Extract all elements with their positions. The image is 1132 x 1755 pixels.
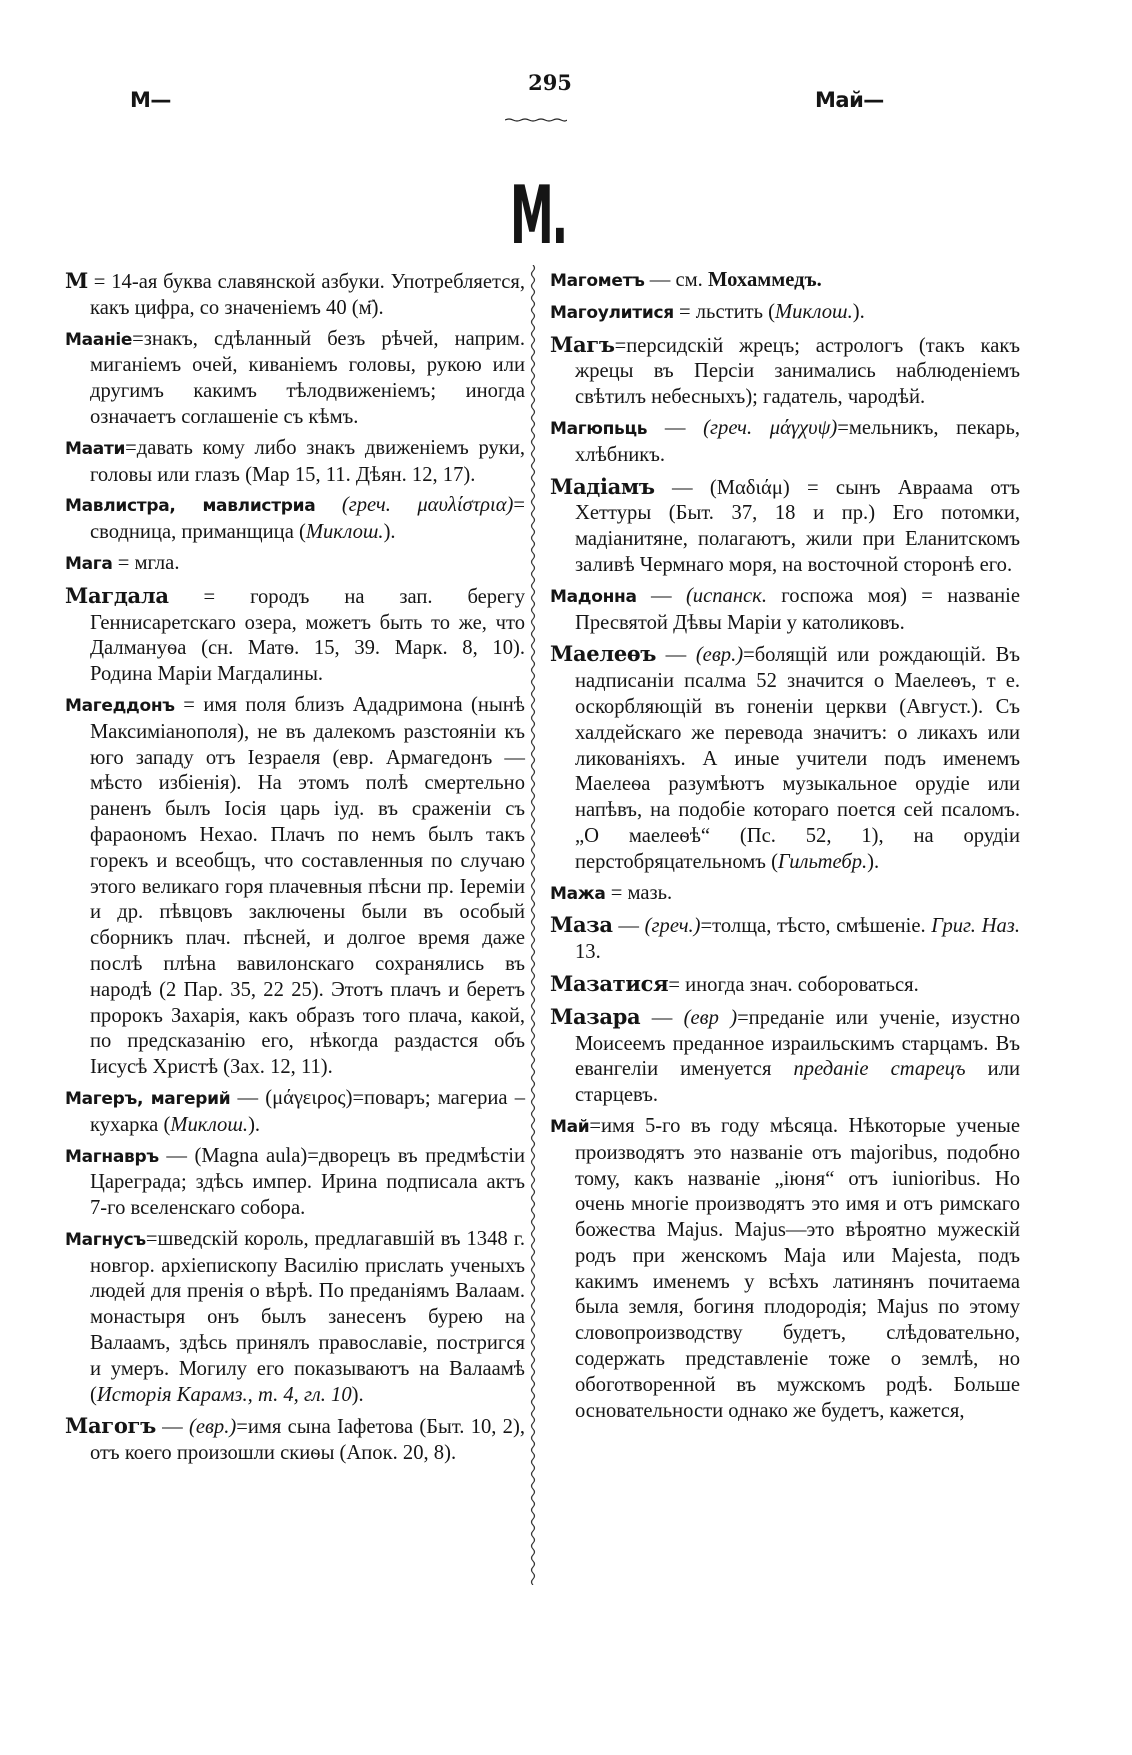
etymology-note: (греч. μάγχυψ) [703, 416, 838, 439]
source-citation: Гильтебр. [777, 850, 868, 873]
headword: Магогъ [65, 1413, 156, 1439]
page-number-ornament [505, 118, 567, 122]
definition-text: =болящiй или рождающiй. Въ надписанiи псалма 52 значится о Маелеѳъ, т е. оскорбляющiй въ гоненiи церкви (Август.). Съ халдейскаго же перевода значитъ: о ликахъ или ликованiяхъ. А иные учители подъ именемъ Маелеѳа разумѣютъ музыкальное орудiе или напѣвъ, на подобiе котораго поется сей псаломъ. „О маелеѳѣ“ (Пс. 52, 1), на орудiи перстобряцательномъ ( [575, 644, 1021, 873]
headword: Мага [65, 553, 113, 574]
separator: — [230, 1086, 266, 1109]
headword: Магдала [65, 582, 169, 608]
definition-text: иногда знач. собороваться. [685, 973, 919, 996]
dictionary-entry [550, 474, 1020, 579]
definition-text: городъ на зап. берегу Геннисаретскаго озера, можетъ быть то же, что Далмануѳа (сн. Матѳ. 15, 39. Марк. 8, 10). Родина Марiи Магдалины. [90, 585, 525, 686]
dictionary-entry [65, 551, 525, 578]
definition-tail: 13. [575, 941, 601, 964]
separator: — [636, 584, 686, 607]
definition-text: =преданiе или ученiе, изустно Моисеемъ преданное израильскимъ старцамъ. Въ евангелiи именуется [575, 1006, 1020, 1081]
separator: = [605, 881, 628, 904]
definition-text: госпожа моя) = названiе Пресвятой Дѣвы Марiи у католиковъ. [575, 584, 1021, 634]
cross-reference: Мохаммедъ. [707, 269, 822, 291]
headword: Мадонна [550, 586, 637, 607]
dictionary-entry [550, 416, 1020, 469]
dictionary-entry [65, 493, 525, 546]
dictionary-entry [550, 971, 1020, 999]
dictionary-entry [550, 912, 1020, 966]
definition-text: =толща, тѣсто, смѣшенiе. [700, 915, 932, 938]
separator: — [656, 644, 696, 667]
definition-tail: ). [351, 1383, 364, 1406]
headword: Магъ [550, 331, 615, 357]
headword: Магюпьць [550, 418, 648, 439]
headword: Магнавръ [65, 1146, 159, 1167]
headword: Магнусъ [65, 1229, 146, 1250]
dictionary-entry [65, 436, 525, 489]
dictionary-entry [65, 1086, 525, 1139]
definition-text: мгла. [134, 551, 180, 574]
dictionary-entry [550, 641, 1020, 875]
source-citation: Миклош. [775, 300, 853, 323]
headword: Магеръ, магерий [65, 1088, 231, 1109]
definition-text: имя 5-го въ году мѣсяца. Нѣкоторые ученые производятъ это названiе отъ majoribus, подобно тому, какъ названiе „iюня“ отъ iunioribus. Но очень многiе производятъ это имя и отъ римскаго божества Majus. Majus—это вѣроятно мужескiй родъ при женскомъ Maja или Majesta, подъ какимъ именемъ у всѣхъ латинянъ почитаема была земля, богиня плодородiя; Majus по этому словопроизводству будетъ, слѣдовательно, содержать представленiе тоже о землѣ, но обоготворенной въ мужскомъ родѣ. Больше основательности однако же будетъ, кажется, [575, 1114, 1020, 1422]
dictionary-entry [65, 693, 525, 1081]
headword: Маанiе [65, 329, 133, 350]
separator: = [132, 327, 144, 350]
headword: Магометъ [550, 271, 645, 291]
definition-text: давать кому либо знакъ движенiемъ руки, головы или глазъ (Мар 15, 11. Дѣян. 12, 17). [90, 436, 525, 486]
definition-text: льстить ( [695, 300, 776, 323]
separator: — [647, 416, 704, 439]
dictionary-entry [550, 332, 1020, 411]
separator: = [87, 271, 112, 293]
separator: = [589, 1114, 602, 1137]
separator [315, 494, 341, 516]
definition-text: имя поля близъ Ададримона (нынѣ Максимiанополя), не въ далекомъ разстоянiи къ юго западу отъ Iезраеля (евр. Армагедонъ — мѣсто избiенiя). На этомъ полѣ смертельно раненъ былъ Iосiя царь iуд. въ сраженiи съ фараономъ Нехао. Плачъ по немъ былъ такъ горекъ и всеобщъ, что составленныя по случаю этого великаго горя плачевныя пѣсни пр. Iеремiи и др. пѣвцовъ заключены были въ особый сборникъ плач. пѣсней, и долгое время даже послѣ плѣна вавилонскаго сохранялись въ народѣ (2 Пар. 35, 22 25). Этотъ плачъ и беретъ пророкъ Захарiя, какъ образъ того плача, какой, по предсказанiю его, нѣкогда раздастся объ Iисусѣ Христѣ (Зах. 12, 11). [90, 693, 525, 1079]
definition-tail: ). [852, 300, 865, 323]
page-number: 295 [528, 70, 572, 95]
definition-tail: или старцевъ. [575, 1058, 1020, 1107]
definition-text: =мельникъ, пекарь, хлѣбникъ. [575, 416, 1021, 466]
dictionary-entry [65, 268, 525, 322]
headword: Магоулитися [550, 302, 674, 323]
separator: = [145, 1227, 158, 1250]
dictionary-entry [550, 584, 1020, 637]
headword: Мавлистра, мавлистриа [65, 496, 316, 517]
dictionary-entry [550, 1114, 1020, 1425]
definition-text: см. [675, 269, 708, 291]
headword: Магеддонъ [65, 695, 175, 716]
headword: Мажа [550, 883, 606, 904]
separator: = [168, 585, 251, 608]
etymology-note: (греч.) [644, 915, 701, 938]
definition-text: персидскiй жрецъ; астрологъ (такъ какъ жрецы въ Персiи занимались наблюденiемъ свѣтилъ небесныхъ); гадатель, чародѣй. [575, 334, 1020, 409]
definition-text: (Magna aula)=дворецъ въ предмѣстiи Цареграда; здѣсь импер. Ирина подписала актъ 7-го вселенскаго собора. [90, 1144, 525, 1220]
dictionary-entry [65, 1413, 525, 1467]
separator: = [614, 334, 627, 357]
separator: — [640, 1006, 684, 1029]
separator: = [673, 300, 696, 323]
dictionary-entry [550, 881, 1020, 908]
separator: = [125, 436, 137, 459]
separator: = [668, 973, 686, 996]
source-citation: Григ. Наз. [931, 915, 1020, 938]
definition-text: = сводница, приманщица ( [90, 494, 525, 544]
headword: Маати [65, 438, 126, 459]
separator: — [612, 915, 645, 938]
headword: Маелеѳъ [550, 641, 657, 667]
headword: Май [550, 1116, 590, 1137]
headword: Мазатися [550, 970, 669, 996]
dictionary-entry [65, 583, 525, 688]
etymology-note: (греч. μαυλίστρια) [341, 494, 514, 517]
running-head-right: Май— [815, 88, 884, 112]
dictionary-entry [550, 268, 1020, 295]
definition-text: (Μαδιάμ) = сынъ Авраама отъ Хеттуры (Быт. 37, 18 и пр.) Его потомки, мадiанитяне, полагаютъ, жили при Еланитскомъ заливѣ Чермнаго моря, на восточной сторонѣ его. [575, 476, 1020, 576]
definition-text: шведскiй король, предлагавшiй въ 1348 г. новгор. архiепископу Василiю прислать ученыхъ людей для пренiя о вѣрѣ. По преданiямъ Валаам. монастыря онъ былъ занесенъ бурею на Валаамъ, здѣсь принялъ православiе, постригся и умеръ. Могилу его показываютъ на Валаамѣ ( [90, 1227, 525, 1406]
separator: — [644, 269, 676, 291]
headword: М [65, 268, 88, 293]
definition-text: =имя сына Iафетова (Быт. 10, 2), отъ коего произошли скиѳы (Апок. 20, 8). [90, 1416, 525, 1465]
section-letter: М. [509, 169, 567, 262]
source-citation: Исторiя Карамз., т. 4, гл. 10 [96, 1383, 352, 1406]
source-citation: преданiе старецъ [793, 1058, 966, 1081]
etymology-note: (евр.) [188, 1416, 237, 1439]
separator: = [112, 551, 135, 574]
definition-tail: ). [383, 521, 396, 544]
headword: Маза [550, 912, 613, 938]
etymology-note: (евр ) [683, 1006, 738, 1029]
dictionary-entry [65, 1144, 525, 1222]
source-citation: Миклош. [305, 521, 384, 544]
headword: Мадiамъ [550, 473, 655, 499]
running-head-left: М— [130, 88, 171, 112]
column-divider [528, 265, 538, 1585]
definition-text: мазь. [627, 881, 673, 904]
separator: — [158, 1144, 195, 1167]
left-column [65, 268, 525, 1472]
definition-text: знакъ, сдѣланный безъ рѣчей, наприм. миганiемъ очей, киванiемъ головы, рукою или другимъ какимъ тѣлодвиженiемъ; иногда означаетъ соглашенiе съ кѣмъ. [90, 327, 525, 428]
separator: — [654, 476, 710, 499]
dictionary-entry [550, 1004, 1020, 1109]
etymology-note: (евр.) [695, 644, 744, 667]
separator: — [155, 1416, 189, 1439]
definition-text: 14-ая буква славянской азбуки. Употребляется, какъ цифра, со значенiемъ 40 (м҃). [90, 271, 525, 319]
separator: = [174, 693, 204, 716]
dictionary-entry [550, 300, 1020, 327]
source-citation: Миклош. [170, 1113, 249, 1136]
definition-text: (μάγειρος)=поваръ; магериа – кухарка ( [90, 1086, 525, 1136]
right-column [550, 268, 1020, 1429]
dictionary-entry [65, 1227, 525, 1409]
headword: Мазара [550, 1003, 641, 1029]
dictionary-entry [65, 327, 525, 431]
definition-tail: ). [867, 850, 880, 873]
definition-tail: ). [248, 1113, 261, 1136]
etymology-note: (испанск. [685, 584, 767, 607]
